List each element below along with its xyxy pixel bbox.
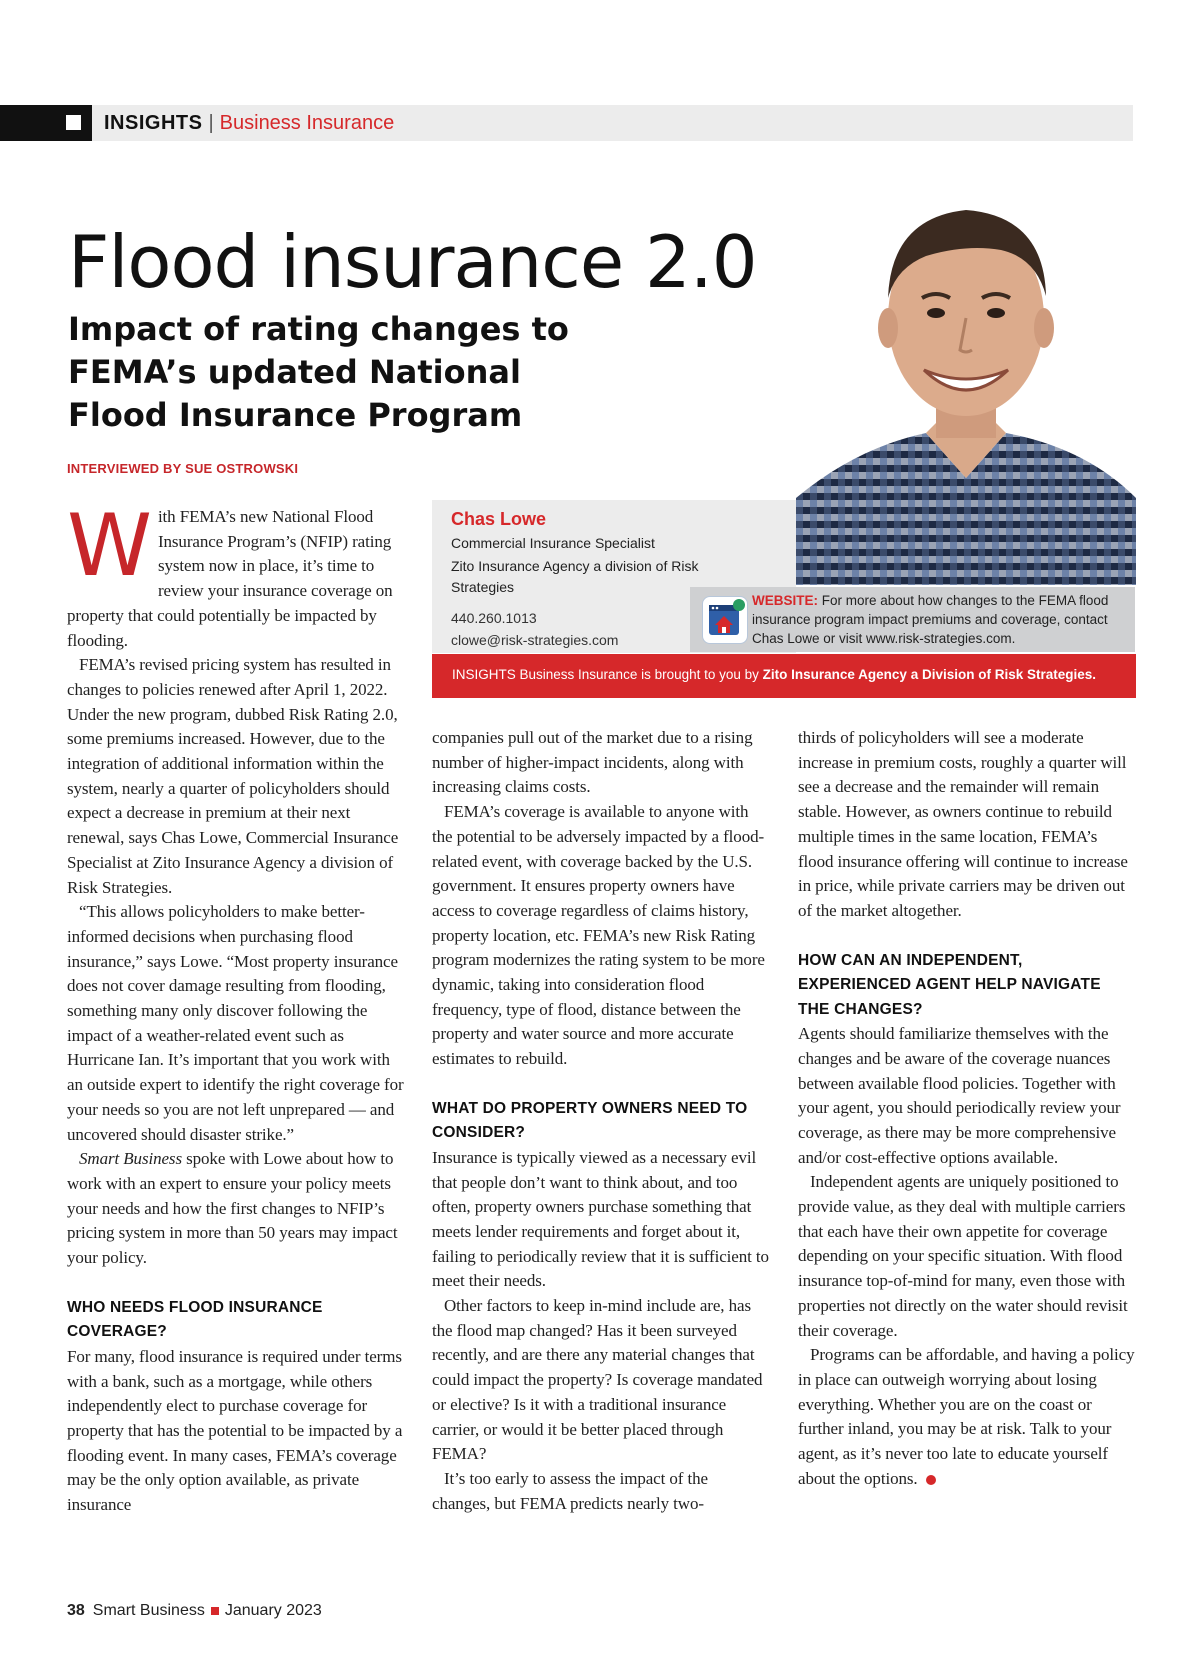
section-separator: |: [208, 112, 214, 134]
paragraph: Agents should familiarize themselves with the changes and be aware of the coverage nuances between available flood policies. Together with your agent, you should periodically review your coverage, as there may be more comprehensive and/or cost-effective options available.: [798, 1024, 1121, 1167]
contact-name: Chas Lowe: [451, 509, 547, 529]
portrait-photo: [796, 178, 1136, 585]
sponsor-text: [452, 667, 1096, 682]
contact-phone: 440.260.1013: [451, 610, 537, 626]
header-square-icon: [66, 115, 81, 130]
section-heading: WHO NEEDS FLOOD INSURANCE COVERAGE?: [67, 1298, 323, 1341]
paragraph: Insurance is typically viewed as a necessary evil that people don’t want to think about, and too often, property owners purchase something that meets lender requirements and forget about it, failing to periodically review that it is sufficient to meet their needs.: [432, 1147, 769, 1291]
article-column-2: [432, 726, 769, 1516]
paragraph: [67, 1147, 404, 1271]
contact-company: Zito Insurance Agency a division of Risk Strategies: [451, 558, 699, 595]
paragraph-text: Programs can be affordable, and having a policy in place can outweigh worrying about losing everything. Whether you are on the coast or further inland, you may be at risk. Talk to your agent, as it’s never too late to educate yourself about the options.: [798, 1345, 1135, 1488]
website-info-box: [690, 587, 1135, 652]
website-house-icon: [702, 596, 748, 644]
section-header-text: [104, 112, 394, 134]
website-text: [752, 591, 1132, 648]
section-heading: WHAT DO PROPERTY OWNERS NEED TO CONSIDER?: [432, 1099, 748, 1142]
contact-email[interactable]: clowe@risk-strategies.com: [451, 632, 619, 648]
paragraph-intro: [67, 496, 404, 653]
article-column-1: [67, 496, 404, 1518]
paragraph: Other factors to keep in-mind include are, has the flood map changed? Has it been surveyed recently, and are there any material changes that could impact the property? Is coverage mandated or elective? Is it with a traditional insurance carrier, or would it be better placed through FEMA?: [432, 1296, 763, 1464]
sponsor-prefix: INSIGHTS Business Insurance is brought to you by: [452, 667, 763, 682]
intro-text: ith FEMA’s new National Flood Insurance Program’s (NFIP) rating system now in place, it’s time to review your insurance coverage on property that could potentially be impacted by flooding.: [67, 507, 393, 650]
contact-title: Commercial Insurance Specialist: [451, 535, 655, 551]
subsection-label: Business Insurance: [219, 112, 395, 134]
article-subtitle: Impact of rating changes to FEMA’s updated National Flood Insurance Program: [68, 310, 569, 434]
publication-name: Smart Business: [79, 1149, 182, 1169]
end-of-article-icon: [926, 1475, 936, 1485]
portrait-illustration: [796, 178, 1136, 585]
page-footer: [67, 1602, 322, 1620]
dropcap: W: [67, 496, 152, 596]
paragraph: FEMA’s coverage is available to anyone with the potential to be adversely impacted by a flood-related event, with coverage backed by the U.S. government. It ensures property owners have access to coverage regardless of claims history, property location, etc. FEMA’s new Risk Rating program modernizes the rating system to be more dynamic, taking into consideration flood frequency, type of flood, distance between the property and water source and more accurate estimates to rebuild.: [432, 802, 765, 1069]
page-number: 38: [67, 1602, 85, 1619]
website-description: For more about how changes to the FEMA flood insurance program impact premiums and coverage, contact Chas Lowe or visit www.risk-strategies.com.: [752, 593, 1109, 646]
publication-name: Smart Business: [92, 1602, 205, 1619]
paragraph-text: spoke with Lowe about how to work with an expert to ensure your policy meets your needs and how the first changes to NFIP’s pricing system in more than 50 years may impact your policy.: [67, 1149, 398, 1268]
paragraph: It’s too early to assess the impact of the changes, but FEMA predicts nearly two-: [432, 1468, 708, 1513]
issue-date: January 2023: [224, 1602, 322, 1619]
paragraph-continued: companies pull out of the market due to a rising number of higher-impact incidents, along with increasing claims costs.: [432, 728, 753, 797]
article-byline: INTERVIEWED BY SUE OSTROWSKI: [67, 461, 299, 476]
article-title: Flood insurance 2.0: [68, 220, 757, 304]
sponsor-name: Zito Insurance Agency a Division of Risk Strategies.: [762, 667, 1096, 682]
paragraph: Independent agents are uniquely positioned to provide value, as they deal with multiple carriers that each have their own appetite for coverage depending on your specific situation. With flood insurance top-of-mind for many, even those with properties not directly on the water should revisit their coverage.: [798, 1172, 1128, 1340]
paragraph-continued: thirds of policyholders will see a moderate increase in premium costs, roughly a quarter will see a decrease and the remainder will remain stable. However, as owners continue to rebuild multiple times in the same location, FEMA’s flood insurance offering will continue to increase in price, while private carriers may be driven out of the market altogether.: [798, 728, 1128, 920]
footer-square-icon: [211, 1607, 219, 1615]
article-column-3: [798, 726, 1135, 1491]
header-black-block: [0, 105, 92, 141]
section-label: INSIGHTS: [104, 112, 203, 134]
house-globe-icon: [703, 597, 747, 643]
website-label: WEBSITE:: [752, 593, 818, 608]
paragraph: [798, 1343, 1135, 1491]
section-header-bar: [0, 105, 1133, 141]
paragraph: FEMA’s revised pricing system has resulted in changes to policies renewed after April 1, 2022. Under the new program, dubbed Risk Rating 2.0, some premiums increased. However, due to the integration of additional information within the system, nearly a quarter of policyholders should expect a decrease in premium at their next renewal, says Chas Lowe, Commercial Insurance Specialist at Zito Insurance Agency a division of Risk Strategies.: [67, 655, 399, 897]
section-heading: HOW CAN AN INDEPENDENT, EXPERIENCED AGENT HELP NAVIGATE THE CHANGES?: [798, 951, 1101, 1018]
sponsor-bar: [432, 654, 1136, 698]
paragraph: For many, flood insurance is required under terms with a bank, such as a mortgage, while others independently elect to purchase coverage for property that has the potential to be impacted by a flooding event. In many cases, FEMA’s coverage may be the only option available, as private insurance: [67, 1346, 403, 1515]
paragraph: “This allows policyholders to make better-informed decisions when purchasing flood insurance,” says Lowe. “Most property insurance does not cover damage resulting from flooding, something many only discover following the impact of a weather-related event such as Hurricane Ian. It’s important that you work with an outside expert to identify the right coverage for your needs so you are not left unprepared — and uncovered should disaster strike.”: [67, 902, 404, 1144]
